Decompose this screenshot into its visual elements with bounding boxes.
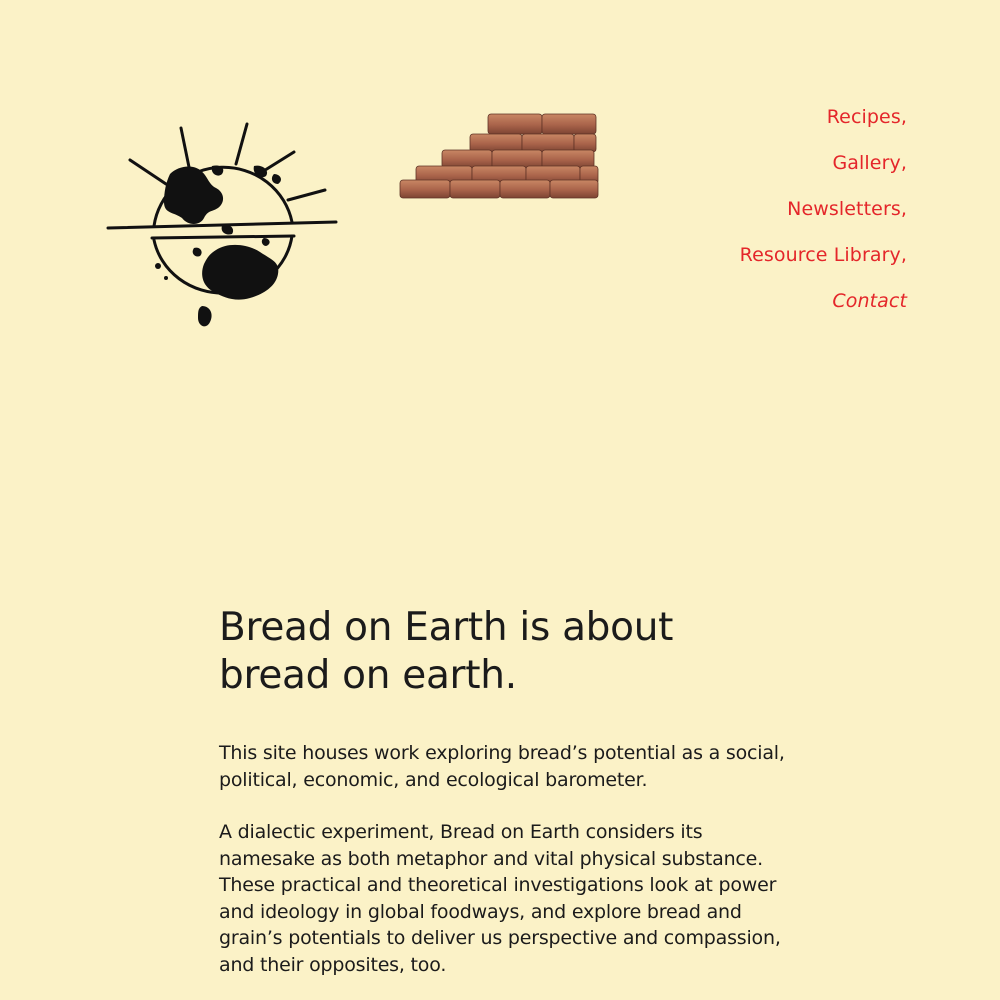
nav-link-resource-library[interactable]: Resource Library, (739, 244, 907, 266)
nav-item-newsletters (740, 196, 907, 242)
globe-sun-logo-icon[interactable] (104, 122, 340, 334)
nav-link-recipes[interactable]: Recipes, (826, 106, 907, 128)
nav-item-recipes (740, 104, 907, 150)
nav-link-newsletters[interactable]: Newsletters, (787, 198, 907, 220)
page-headline (219, 604, 779, 700)
intro-paragraph-2: A dialectic experiment, Bread on Earth considers its namesake as both metaphor and vital physical substance. These practical and theoretical investigations look at power and ideology in global foodways, and explore bread and grain’s potentials to deliver us perspective and compassion, and their opposites, too. (219, 821, 781, 976)
headline-line-1: Bread on Earth is about (219, 605, 674, 650)
intro-paragraph-1: This site houses work exploring bread’s potential as a social, political, economic, and ecological barometer. (219, 742, 785, 791)
headline-line-2: bread on earth. (219, 653, 517, 698)
stacked-bread-bricks-image (398, 110, 602, 202)
nav-item-resource-library (740, 242, 907, 288)
nav-item-contact (740, 288, 907, 334)
nav-item-gallery (740, 150, 907, 196)
nav-link-gallery[interactable]: Gallery, (832, 152, 907, 174)
intro-text (219, 740, 789, 1000)
nav-link-contact[interactable]: Contact (832, 290, 907, 312)
main-navigation (740, 104, 907, 334)
